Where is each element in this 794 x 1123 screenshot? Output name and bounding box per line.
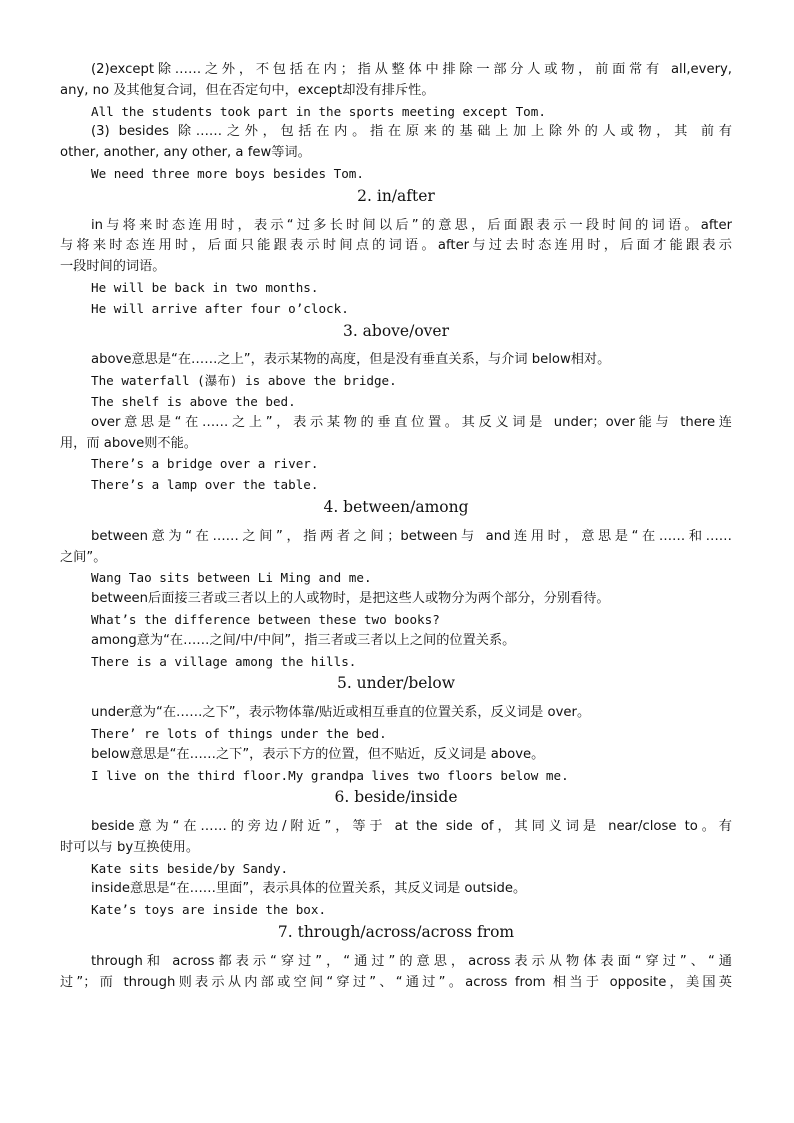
example-sentence: What’s the difference between these two books? xyxy=(91,611,440,627)
section-heading: 6. beside/inside xyxy=(334,788,458,807)
example-sentence: I live on the third floor.My grandpa lives two floors below me. xyxy=(91,767,569,783)
text-line: any, no 及其他复合词，但在否定句中，except却没有排斥性。 xyxy=(60,82,435,98)
text-line: other, another, any other, a few等词。 xyxy=(60,145,311,161)
example-sentence: Kate’s toys are inside the box. xyxy=(91,902,327,918)
example-sentence: All the students took part in the sports meeting except Tom. xyxy=(91,103,546,119)
text-line: 一段时间的词语。 xyxy=(60,259,166,275)
text-line: between意为“在……之间”，指两者之间；between与 and连用时，意思是“在……和…… xyxy=(91,528,732,544)
section-heading: 4. between/among xyxy=(323,497,469,516)
section-paragraph: between后面接三者或三者以上的人或物时，是把这些人或物分为两个部分，分别看待。 xyxy=(91,591,610,607)
example-sentence: Kate sits beside/by Sandy. xyxy=(91,860,289,876)
example-sentence: There’ re lots of things under the bed. xyxy=(91,725,387,741)
text-line: 之间”。 xyxy=(60,549,107,565)
text-line: beside意为“在……的旁边/附近”，等于 at the side of，其同义词是 near/close to。有 xyxy=(91,819,732,835)
section-paragraph: inside意思是“在……里面”，表示具体的位置关系，其反义词是 outside。 xyxy=(91,881,527,897)
besides-paragraph xyxy=(60,122,732,164)
section-paragraph: under意为“在……之下”，表示物体靠/贴近或相互垂直的位置关系，反义词是 over。 xyxy=(91,705,591,721)
example-sentence: We need three more boys besides Tom. xyxy=(91,165,364,181)
example-sentence: The shelf is above the bed. xyxy=(91,393,296,409)
example-sentence: The waterfall (瀑布) is above the bridge. xyxy=(91,373,397,389)
example-sentence: There is a village among the hills. xyxy=(91,653,357,669)
text-line: over意思是“在……之上”，表示某物的垂直位置。其反义词是 under；over能与 there连 xyxy=(91,414,732,430)
text-line: (3) besides 除……之外，包括在内。指在原来的基础上加上除外的人或物，其 前有 xyxy=(91,124,732,140)
example-sentence: He will arrive after four o’clock. xyxy=(91,300,349,316)
text-line: 过”；而 through则表示从内部或空间“穿过”、“通过”。across from 相当于 opposite，美国英 xyxy=(60,974,732,990)
section-paragraph xyxy=(60,817,732,859)
example-sentence: Wang Tao sits between Li Ming and me. xyxy=(91,570,372,586)
text-line: 用，而 above则不能。 xyxy=(60,435,197,451)
example-sentence: There’s a bridge over a river. xyxy=(91,456,319,472)
section-heading: 2. in/after xyxy=(357,186,435,205)
document-page xyxy=(60,60,732,993)
section-heading: 7. through/across/across from xyxy=(277,923,515,942)
example-sentence: There’s a lamp over the table. xyxy=(91,477,319,493)
text-line: in与将来时态连用时，表示“过多长时间以后”的意思，后面跟表示一段时间的词语。after xyxy=(91,217,732,233)
text-line: 时可以与 by互换使用。 xyxy=(60,839,200,855)
section-paragraph xyxy=(60,413,732,455)
section-paragraph: among意为“在……之间/中/中间”，指三者或三者以上之间的位置关系。 xyxy=(91,632,516,648)
text-line: 与将来时态连用时，后面只能跟表示时间点的词语。after与过去时态连用时，后面才能跟表示 xyxy=(60,238,732,254)
section-paragraph: above意思是“在……之上”，表示某物的高度，但是没有垂直关系，与介词 below相对。 xyxy=(91,352,611,368)
text-line: (2)except除……之外，不包括在内；指从整体中排除一部分人或物，前面常有 all,every, xyxy=(91,62,732,77)
section-paragraph xyxy=(60,216,732,278)
example-sentence: He will be back in two months. xyxy=(91,279,319,295)
section-paragraph xyxy=(60,952,732,994)
section-paragraph xyxy=(60,527,732,569)
section-heading: 5. under/below xyxy=(336,674,456,693)
text-line: through和 across都表示“穿过”，“通过”的意思，across表示从物体表面“穿过”、“通 xyxy=(91,953,732,969)
section-heading: 3. above/over xyxy=(342,321,450,340)
except-paragraph xyxy=(60,60,732,102)
section-paragraph: below意思是“在……之下”，表示下方的位置，但不贴近，反义词是 above。 xyxy=(91,746,545,762)
